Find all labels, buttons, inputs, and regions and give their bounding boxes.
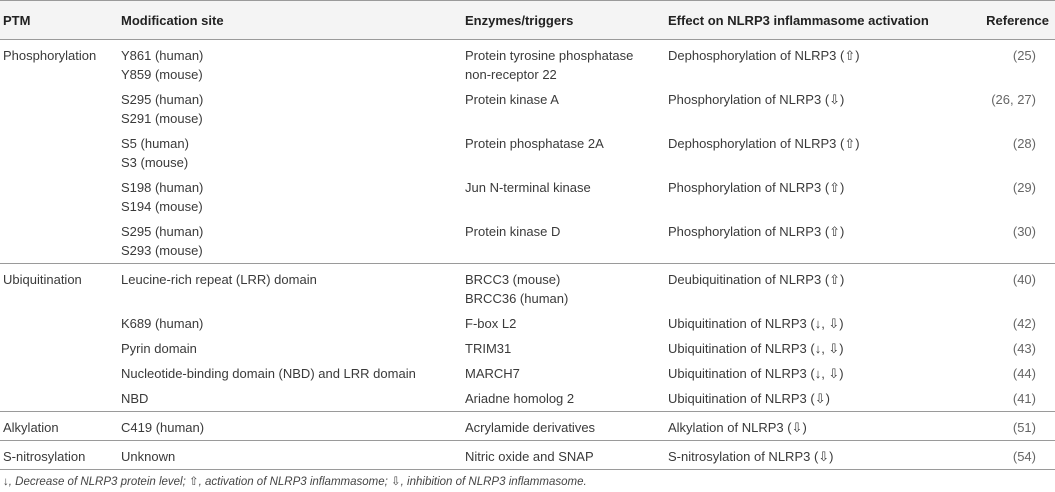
site-line: S194 (mouse) [121,199,203,214]
enzyme-cell [465,264,668,309]
effect-cell: S-nitrosylation of NLRP3 (⇩) [668,441,975,470]
table-row [0,333,1055,358]
effect-cell: Dephosphorylation of NLRP3 (⇧) [668,136,860,151]
site-cell [121,172,465,216]
site-line: S295 (human) [121,92,204,107]
site-cell: K689 (human) [121,316,204,331]
table-row [0,383,1055,412]
reference-cell: (40) [1012,272,1036,287]
effect-cell: Ubiquitination of NLRP3 (↓, ⇩) [668,366,844,381]
reference-cell: (43) [1012,341,1036,356]
effect-cell: Ubiquitination of NLRP3 (↓, ⇩) [668,341,844,356]
enzyme-cell: Nitric oxide and SNAP [465,441,668,470]
effect-cell: Ubiquitination of NLRP3 (↓, ⇩) [668,316,844,331]
enzyme-line: BRCC3 (mouse) [465,272,561,287]
ptm-cell: Phosphorylation [3,48,97,63]
site-line: S291 (mouse) [121,111,203,126]
enzyme-cell: Protein kinase D [465,216,668,264]
site-cell: Unknown [121,441,465,470]
ptm-cell [0,308,121,333]
site-cell [121,40,465,85]
ptm-cell: Alkylation [0,412,121,441]
enzyme-cell: F-box L2 [465,316,517,331]
header-ptm: PTM [0,1,121,40]
site-line: S198 (human) [121,180,204,195]
enzyme-line: non-receptor 22 [465,67,557,82]
site-line: Y861 (human) [121,48,204,63]
enzyme-cell: MARCH7 [465,366,520,381]
effect-cell: Deubiquitination of NLRP3 (⇧) [668,272,845,287]
ptm-cell: S-nitrosylation [0,441,121,470]
reference-cell: (25) [1012,48,1036,63]
reference-cell: (26, 27) [991,92,1036,107]
site-cell [121,84,465,128]
site-cell: Pyrin domain [121,341,197,356]
effect-cell: Phosphorylation of NLRP3 (⇩) [668,92,845,107]
reference-cell: (42) [1012,316,1036,331]
table-row [0,84,1055,128]
table-row [0,441,1055,470]
effect-cell: Alkylation of NLRP3 (⇩) [668,412,975,441]
site-cell: Leucine-rich repeat (LRR) domain [121,272,317,287]
ptm-cell [0,216,121,264]
ptm-cell [0,172,121,216]
reference-cell: (41) [975,383,1055,412]
reference-cell: (54) [975,441,1055,470]
enzyme-line: Protein tyrosine phosphatase [465,48,634,63]
effect-cell: Phosphorylation of NLRP3 (⇧) [668,180,845,195]
header-reference: Reference [975,1,1055,40]
reference-cell: (44) [1012,366,1036,381]
site-line: Y859 (mouse) [121,67,203,82]
site-cell [121,128,465,172]
ptm-cell [0,358,121,383]
enzyme-cell: Acrylamide derivatives [465,412,668,441]
table-row [0,128,1055,172]
enzyme-cell: Ariadne homolog 2 [465,383,668,412]
reference-cell: (28) [1012,136,1036,151]
header-row [0,1,1055,40]
ptm-cell [0,333,121,358]
table-row [0,412,1055,441]
table-row [0,172,1055,216]
enzyme-cell: Protein phosphatase 2A [465,136,604,151]
site-cell [121,216,465,264]
enzyme-cell: TRIM31 [465,341,512,356]
reference-cell: (51) [975,412,1055,441]
table-row [0,40,1055,85]
enzyme-line: BRCC36 (human) [465,291,569,306]
site-cell: Nucleotide-binding domain (NBD) and LRR domain [121,366,416,381]
site-line: S3 (mouse) [121,155,189,170]
ptm-cell [0,128,121,172]
effect-cell: Phosphorylation of NLRP3 (⇧) [668,216,975,264]
enzyme-cell [465,40,668,85]
site-line: S295 (human) [121,224,204,239]
site-cell: C419 (human) [121,412,465,441]
header-enzyme: Enzymes/triggers [465,1,668,40]
site-line: S5 (human) [121,136,189,151]
effect-cell: Dephosphorylation of NLRP3 (⇧) [668,48,860,63]
ptm-cell: Ubiquitination [3,272,82,287]
table-row [0,216,1055,264]
ptm-cell [0,383,121,412]
reference-cell: (30) [975,216,1055,264]
reference-cell: (29) [1012,180,1036,195]
header-site: Modification site [121,1,465,40]
enzyme-cell: Jun N-terminal kinase [465,180,591,195]
site-cell: NBD [121,383,465,412]
ptm-cell [0,84,121,128]
header-effect: Effect on NLRP3 inflammasome activation [668,1,975,40]
table-row [0,358,1055,383]
site-line: S293 (mouse) [121,243,203,258]
table-row [0,264,1055,309]
table-footnote: ↓, Decrease of NLRP3 protein level; ⇧, activation of NLRP3 inflammasome; ⇩, inhibition of NLRP3 inflammasome. [3,476,587,488]
table-row [0,308,1055,333]
enzyme-cell: Protein kinase A [465,92,559,107]
effect-cell: Ubiquitination of NLRP3 (⇩) [668,383,975,412]
